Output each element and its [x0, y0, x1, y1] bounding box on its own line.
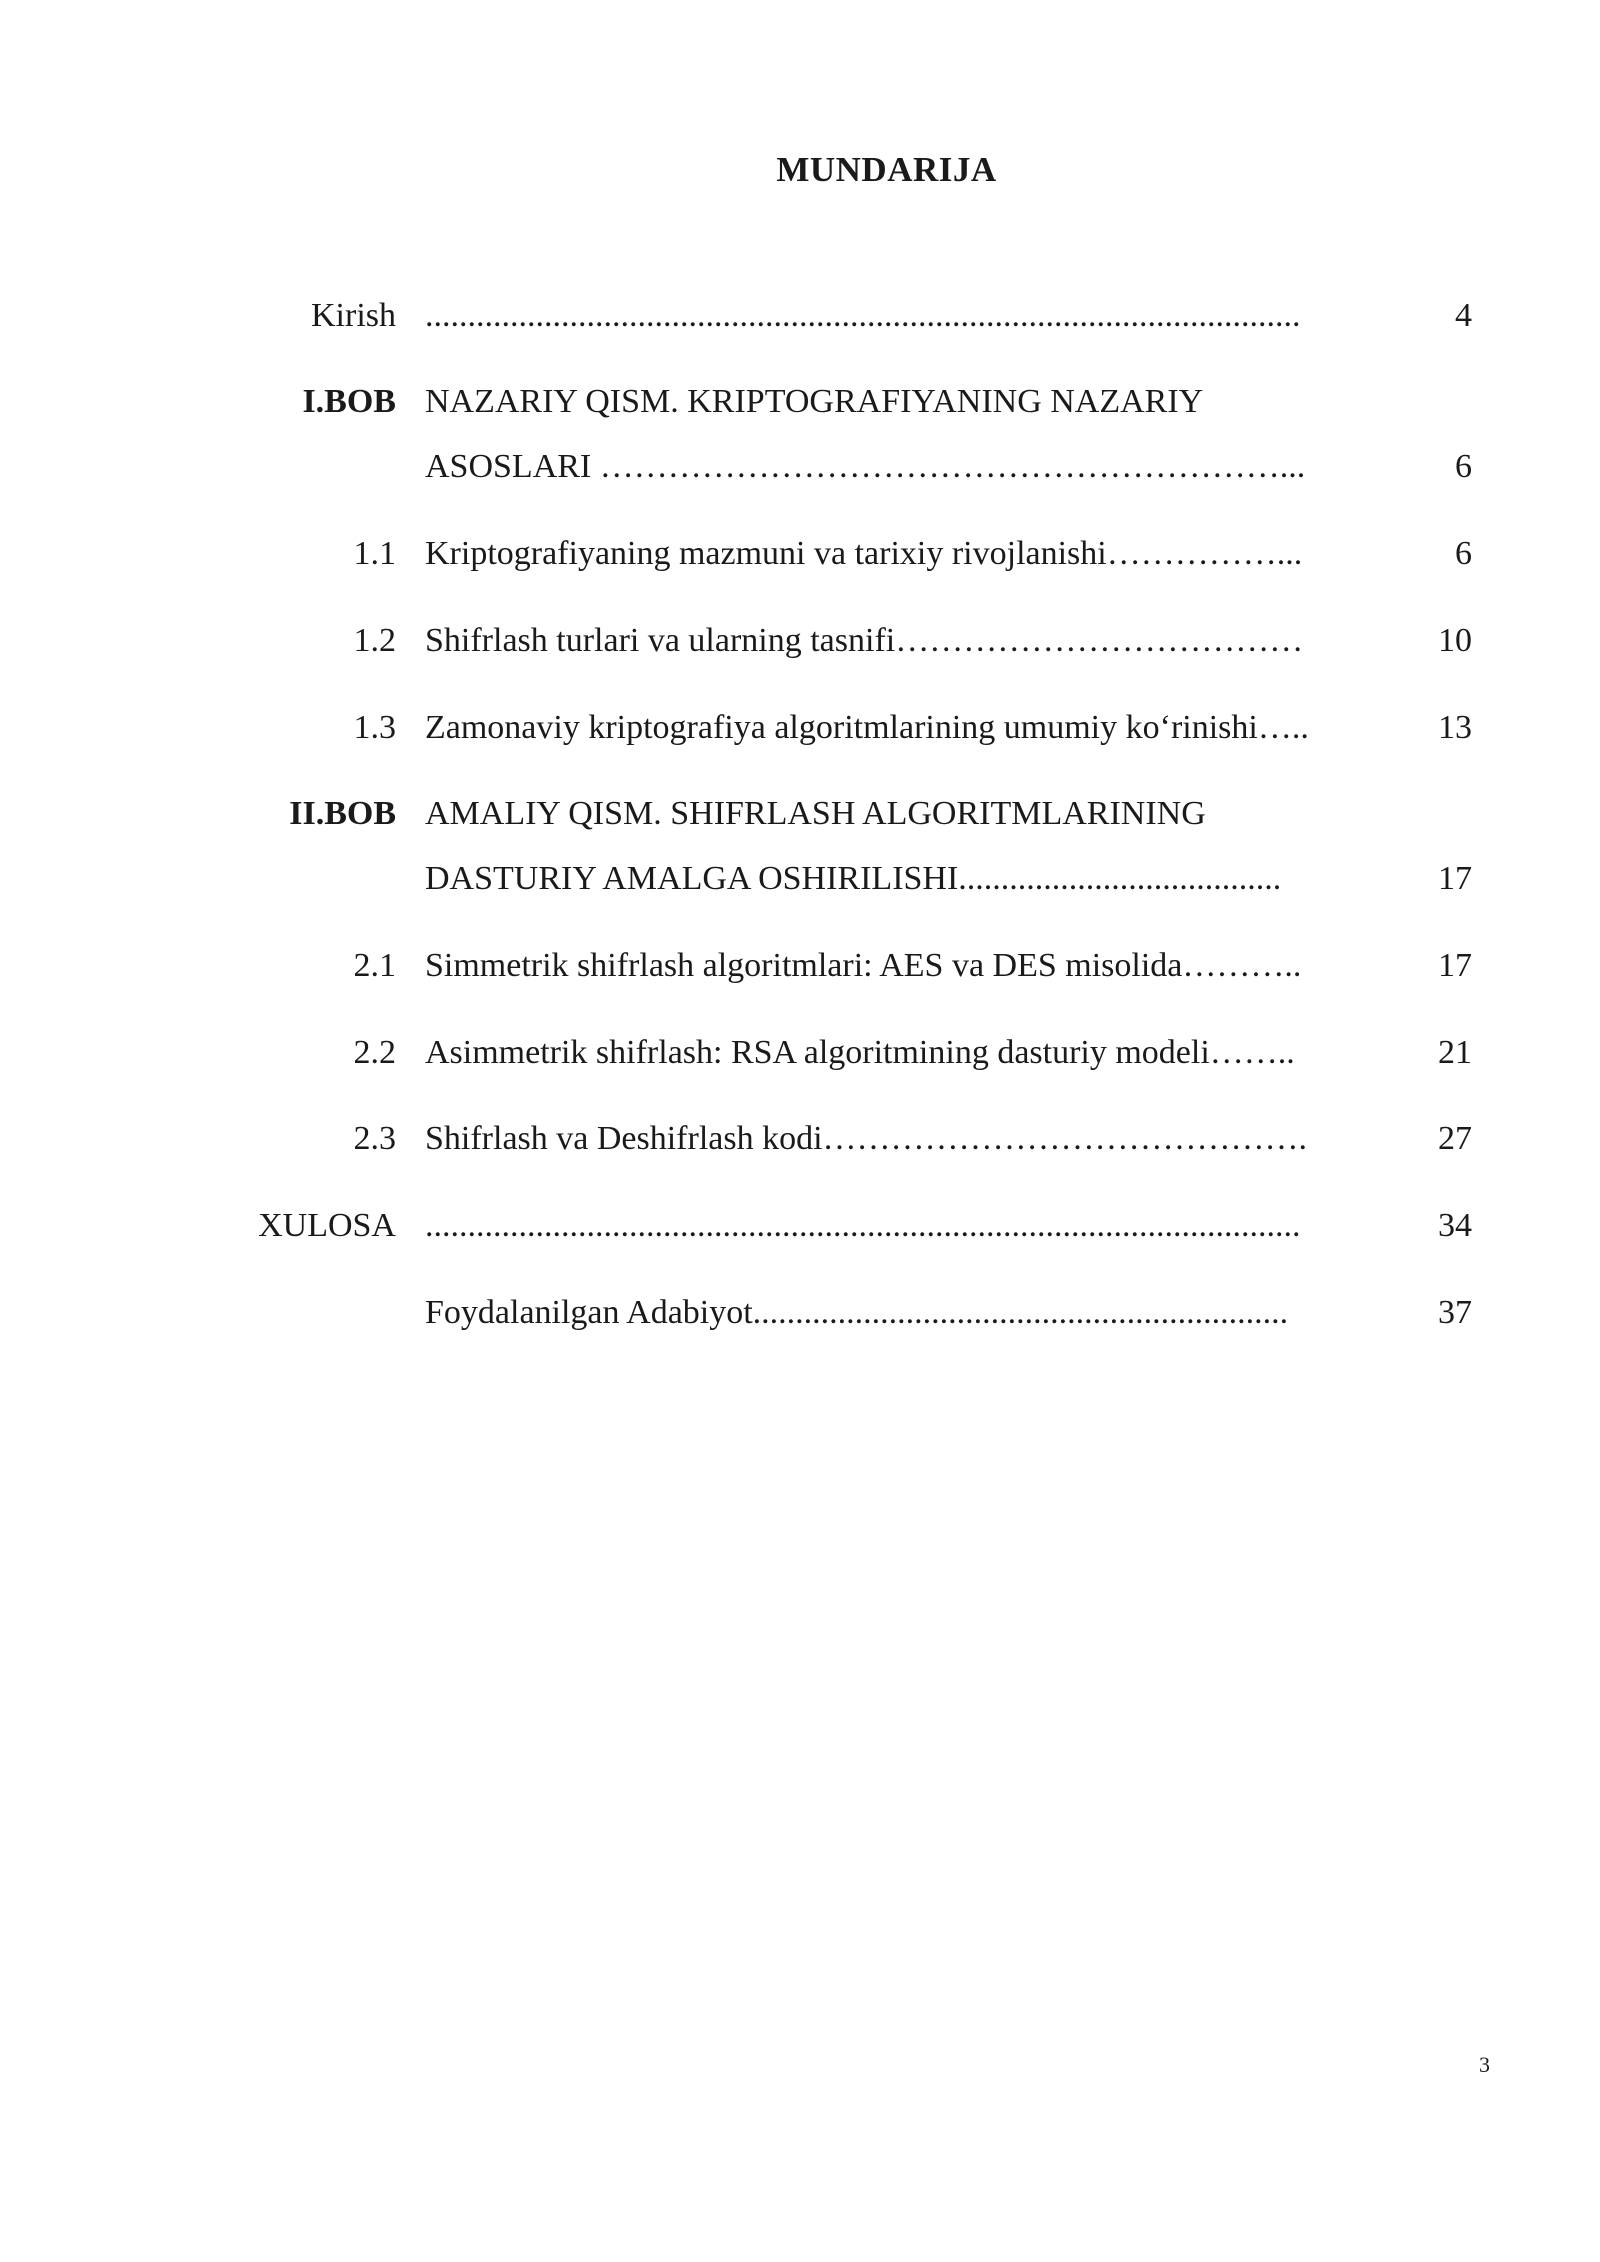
toc-page-chapter-1: 6: [1455, 448, 1472, 485]
toc-text-xulosa: .......................................................................................................: [425, 1207, 1301, 1244]
toc-label-1-3: 1.3: [353, 709, 396, 746]
toc-text-chapter-1-line-2: ASOSLARI ……………………………………………………...: [425, 448, 1306, 485]
toc-label-2-1: 2.1: [353, 947, 396, 984]
toc-page-references: 37: [1438, 1294, 1472, 1331]
toc-text-2-1: Simmetrik shifrlash algoritmlari: AES va DES misolida………..: [425, 947, 1302, 984]
toc-page-xulosa: 34: [1438, 1207, 1472, 1244]
toc-text-1-2: Shifrlash turlari va ularning tasnifi………………………………: [425, 622, 1304, 659]
toc-text-chapter-2-line-2: DASTURIY AMALGA OSHIRILISHI......................................: [425, 860, 1282, 897]
page-number: 3: [1479, 2052, 1490, 2077]
toc-text-2-3: Shifrlash va Deshifrlash kodi…………………………………….: [425, 1120, 1308, 1157]
toc-page-kirish: 4: [1455, 297, 1472, 334]
page-title: MUNDARIJA: [776, 150, 997, 189]
toc-text-chapter-2-line-1: AMALIY QISM. SHIFRLASH ALGORITMLARINING: [425, 795, 1206, 832]
toc-text-references: Foydalanilgan Adabiyot...............................................................: [425, 1294, 1289, 1331]
toc-text-1-3: Zamonaviy kriptografiya algoritmlarining umumiy ko‘rinishi…..: [425, 709, 1309, 746]
toc-label-2-2: 2.2: [353, 1034, 396, 1071]
toc-page-2-2: 21: [1438, 1034, 1472, 1071]
toc-label-1-1: 1.1: [353, 535, 396, 572]
toc-text-2-2: Asimmetrik shifrlash: RSA algoritmining dasturiy modeli……..: [425, 1034, 1295, 1071]
toc-page-1-2: 10: [1438, 622, 1472, 659]
toc-label-kirish: Kirish: [311, 297, 396, 334]
toc-page-1-1: 6: [1455, 535, 1472, 572]
toc-page-2-1: 17: [1438, 947, 1472, 984]
toc-page-chapter-2: 17: [1438, 860, 1472, 897]
toc-label-chapter-2: II.BOB: [289, 795, 396, 832]
toc-label-chapter-1: I.BOB: [302, 383, 396, 420]
toc-label-2-3: 2.3: [353, 1120, 396, 1157]
toc-page-1-3: 13: [1438, 709, 1472, 746]
toc-label-xulosa: XULOSA: [258, 1207, 396, 1244]
toc-text-chapter-1-line-1: NAZARIY QISM. KRIPTOGRAFIYANING NAZARIY: [425, 383, 1204, 420]
toc-text-1-1: Kriptografiyaning mazmuni va tarixiy rivojlanishi……………...: [425, 535, 1303, 572]
toc-page-2-3: 27: [1438, 1120, 1472, 1157]
toc-label-1-2: 1.2: [353, 622, 396, 659]
toc-text-kirish: .......................................................................................................: [425, 297, 1301, 334]
